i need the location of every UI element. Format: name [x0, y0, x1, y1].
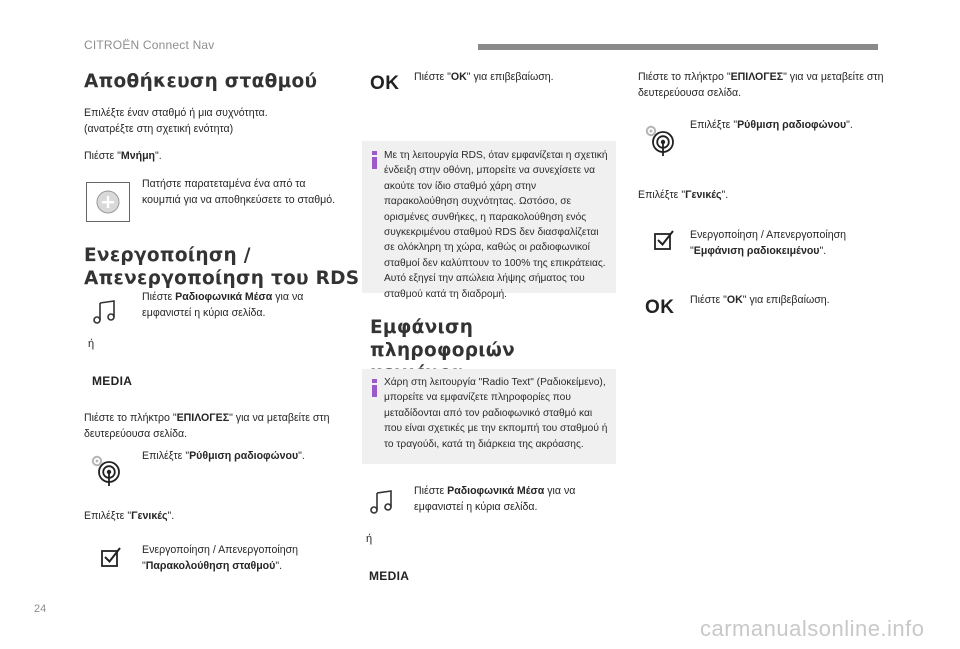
- text: Επιλέξτε ": [84, 510, 132, 522]
- paragraph-press-radio-media: [414, 484, 604, 515]
- text: Επιλέξτε ": [638, 189, 686, 201]
- text: " για να μεταβείτε στη δευτερεύουσα σελίδα.: [84, 412, 330, 440]
- bold-text: OK: [726, 294, 743, 306]
- checkbox-icon: [101, 546, 123, 568]
- info-icon: [368, 151, 382, 171]
- info-icon: [368, 379, 382, 399]
- bold-text: Γενικές: [131, 510, 168, 522]
- checkbox-icon: [654, 229, 676, 251]
- paragraph-press-options: [638, 70, 888, 101]
- radio-settings-icon: [644, 123, 678, 157]
- paragraph-press-ok: [690, 293, 830, 309]
- text: ".: [155, 150, 162, 162]
- watermark: carmanualsonline.info: [700, 616, 925, 641]
- text-line: (ανατρέξτε στη σχετική ενότητα): [84, 122, 234, 135]
- text: ".: [167, 510, 175, 522]
- text: Πιέστε ": [414, 71, 451, 83]
- bold-text: OK: [450, 71, 467, 83]
- paragraph-select-radio-settings: [142, 449, 305, 465]
- paragraph-press-options: [84, 411, 354, 442]
- text: Πιέστε το πλήκτρο ": [84, 412, 177, 424]
- info-text-radio-text: Χάρη στη λειτουργία "Radio Text" (Ραδιοκείμενο), μπορείτε να εμφανίζετε πληροφορίες που μεταδίδονται από τον ραδιοφωνικό σταθμό και που είναι σχετικές με την εκπομπή του σταθμού ή το τραγούδι, κατά τη διάρκεια της ακρόασης.: [384, 377, 608, 450]
- text: ".: [721, 189, 729, 201]
- title-line: Ενεργοποίηση /: [84, 245, 251, 266]
- bold-text: Μνήμη: [120, 150, 156, 162]
- paragraph-select-radio-settings: [690, 118, 853, 134]
- text: " για επιβεβαίωση.: [466, 71, 554, 83]
- text: Πιέστε: [142, 291, 176, 303]
- paragraph-long-press: Πατήστε παρατεταμένα ένα από τα κουμπιά για να αποθηκεύσετε το σταθμό.: [142, 178, 336, 206]
- ok-button-label: OK: [645, 297, 675, 318]
- media-button-label: MEDIA: [92, 374, 133, 388]
- text-line: Επιλέξτε έναν σταθμό ή μια συχνότητα.: [84, 107, 268, 119]
- radio-settings-icon: [90, 453, 124, 487]
- text: ": [690, 244, 694, 257]
- info-text-rds: Με τη λειτουργία RDS, όταν εμφανίζεται η σχετική ένδειξη στην οθόνη, μπορείτε να συνεχίσετε να ακούτε τον ίδιο σταθμό χάρη στην παρακολούθηση συχνότητας. Ωστόσο, σε ορισμένες συνθήκες, η παρακολούθηση ενός συγκεκριμένου σταθμού RDS δεν διασφαλίζεται σε ολόκληρη τη χώρα, καθώς οι ραδιοφωνικοί σταθμοί δεν καλύπτουν το 100% της επικράτειας. Αυτό εξηγεί την απώλεια λήψης σήματος του σταθμού κατά τη διαδρομή.: [384, 150, 608, 300]
- text: ".: [846, 119, 853, 131]
- section-title-save-station: Αποθήκευση σταθμού: [84, 71, 318, 92]
- text: Επιλέξτε ": [690, 119, 738, 131]
- section-title-rds: [84, 244, 374, 290]
- text: Επιλέξτε ": [142, 450, 190, 462]
- music-note-icon: [93, 300, 117, 324]
- paragraph-press-ok: [414, 70, 554, 86]
- text: ".: [275, 559, 283, 572]
- paragraph-select-general: [84, 509, 174, 525]
- music-note-icon: [370, 490, 394, 514]
- bold-text: ΕΠΙΛΟΓΕΣ: [730, 71, 784, 83]
- text: ".: [298, 450, 305, 462]
- bold-text: Γενικές: [685, 189, 722, 201]
- text: " για να μεταβείτε στη δευτερεύουσα σελίδα.: [638, 71, 884, 99]
- text: " για επιβεβαίωση.: [742, 294, 830, 306]
- text: Πιέστε ": [84, 150, 121, 162]
- paragraph-select-station: [84, 106, 354, 137]
- paragraph-toggle-radio-text: [690, 228, 890, 259]
- text: Πιέστε: [414, 485, 448, 497]
- text: Πιέστε ": [690, 294, 727, 306]
- header-bar: [478, 44, 878, 50]
- bold-text: Ρύθμιση ραδιοφώνου: [189, 450, 299, 462]
- info-box-radio-text: [362, 369, 616, 464]
- text: για να εμφανιστεί η κύρια σελίδα.: [142, 291, 304, 319]
- bold-text: Ραδιοφωνικά Μέσα: [175, 291, 273, 303]
- title-line: Εμφάνιση πληροφοριών: [370, 317, 516, 361]
- add-preset-icon: [86, 182, 130, 222]
- or-label: ή: [366, 533, 373, 545]
- text-line: Ενεργοποίηση / Απενεργοποίηση: [690, 229, 847, 241]
- paragraph-select-general: [638, 188, 728, 204]
- bold-text: Εμφάνιση ραδιοκειμένου: [693, 244, 820, 257]
- text: ": [142, 559, 146, 572]
- ok-button-label: OK: [370, 73, 400, 94]
- paragraph-press-radio-media: [142, 290, 332, 321]
- info-box-rds: [362, 141, 616, 300]
- text: ".: [819, 244, 827, 257]
- bold-text: Παρακολούθηση σταθμού: [145, 559, 276, 572]
- text: για να εμφανιστεί η κύρια σελίδα.: [414, 485, 576, 513]
- bold-text: Ρύθμιση ραδιοφώνου: [737, 119, 847, 131]
- paragraph-press-memory: [84, 149, 162, 165]
- text-line: Ενεργοποίηση / Απενεργοποίηση: [142, 544, 299, 556]
- bold-text: ΕΠΙΛΟΓΕΣ: [176, 412, 230, 424]
- bold-text: Ραδιοφωνικά Μέσα: [447, 485, 545, 497]
- page-number: 24: [34, 603, 47, 615]
- text: Πιέστε το πλήκτρο ": [638, 71, 731, 83]
- paragraph-toggle-station-tracking: [142, 543, 342, 574]
- header-brand: CITROËN Connect Nav: [84, 38, 215, 52]
- or-label: ή: [88, 338, 95, 350]
- title-line: Απενεργοποίηση του RDS: [84, 268, 360, 289]
- media-button-label: MEDIA: [369, 569, 410, 583]
